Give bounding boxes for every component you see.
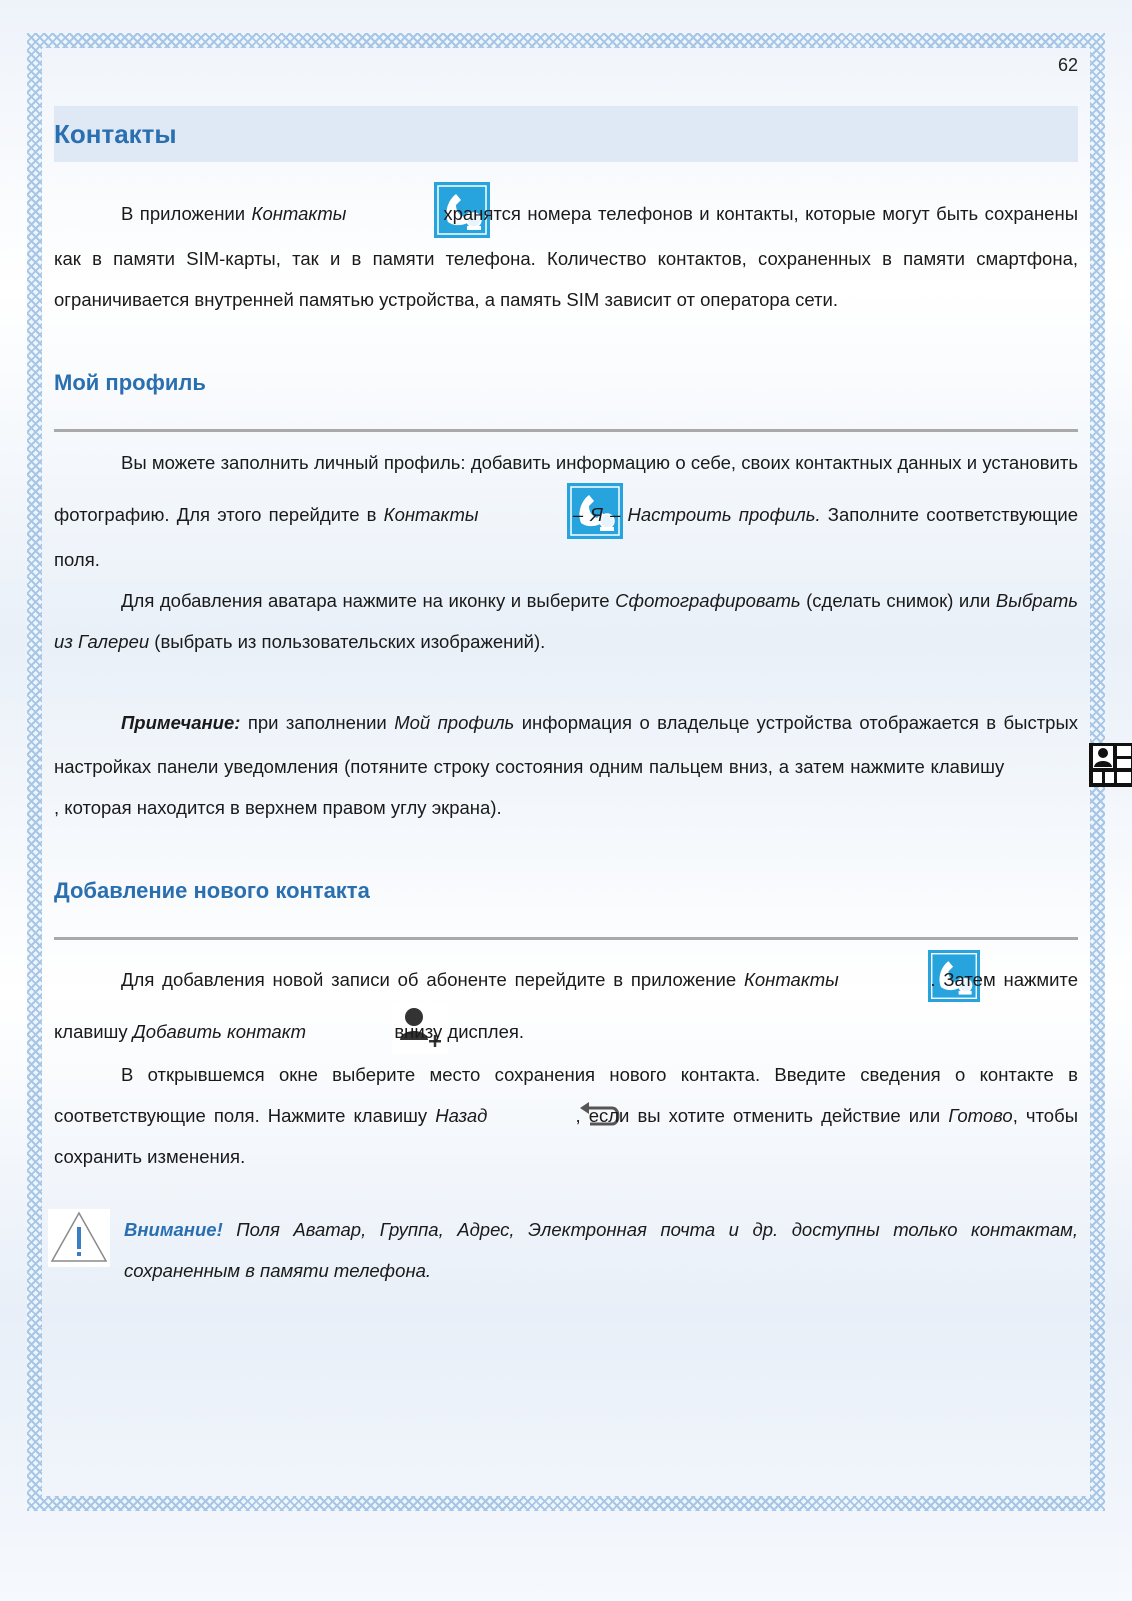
- warning-text: Внимание! Поля Аватар, Группа, Адрес, Электронная почта и др. доступны только контактам, сохраненным в памяти телефона.: [124, 1219, 1078, 1281]
- note-paragraph: Примечание: при заполнении Мой профиль информация о владельце устройства отображается в быстрых настройках панели уведомления (потяните строку состояния одним пальцем вниз, а затем нажмите клавишу , которая находится в верхнем правом углу экрана).: [54, 702, 1078, 828]
- back-key-name: Назад: [435, 1105, 488, 1126]
- add-contact-key-name: Добавить контакт: [132, 1021, 307, 1042]
- page-content: [54, 106, 1078, 1291]
- back-arrow-icon: [509, 1100, 557, 1130]
- add-contact-paragraph: Для добавления новой записи об абоненте перейдите в приложение Контакты . Затем нажмите клавишу Добавить контакт внизу дисплея.: [54, 950, 1078, 1054]
- title-band: [54, 106, 1078, 162]
- section-title-add-contact: Добавление нового контакта: [54, 878, 370, 903]
- section-divider: [54, 429, 1078, 432]
- add-contact-icon: [325, 1002, 381, 1054]
- contacts-app-icon: [367, 182, 423, 238]
- section-title-my-profile: Мой профиль: [54, 370, 206, 395]
- avatar-paragraph: Для добавления аватара нажмите на иконку и выберите Сфотографировать (сделать снимок) или Выбрать из Галереи (выбрать из пользовательских изображений).: [54, 590, 1078, 652]
- section-divider: [54, 937, 1078, 940]
- warning-block: [54, 1209, 1078, 1291]
- profile-menu-path: – Я – Настроить профиль.: [565, 504, 821, 525]
- contacts-intro-paragraph: В приложении Контакты хранятся номера телефонов и контакты, которые могут быть сохранены как в памяти SIM-карты, так и в памяти телефона. Количество контактов, сохраненных в памяти смартфона, ограничивается внутренней памятью устройства, а память SIM зависит от оператора сети.: [54, 182, 1078, 320]
- contacts-app-icon: [861, 950, 913, 1002]
- profile-grid-icon: [1022, 743, 1068, 787]
- profile-paragraph: Вы можете заполнить личный профиль: добавить информацию о себе, своих контактных данных и установить фотографию. Для этого перейдите в Контакты – Я – Настроить профиль. Заполните соответствующие поля.: [54, 452, 1078, 570]
- page-number: 62: [1057, 55, 1078, 75]
- page-title: Контакты: [54, 118, 177, 149]
- warning-triangle-icon: [48, 1209, 110, 1291]
- contacts-app-icon: [500, 483, 556, 539]
- warning-label: Внимание!: [124, 1219, 223, 1240]
- save-contact-paragraph: В открывшемся окне выберите место сохранения нового контакта. Введите сведения о контакте в соответствующие поля. Нажмите клавишу Назад , если вы хотите отменить действие или Готово, чтобы сохранить изменения.: [54, 1064, 1078, 1167]
- note-label: Примечание:: [121, 712, 241, 733]
- contacts-app-name: Контакты: [251, 203, 347, 224]
